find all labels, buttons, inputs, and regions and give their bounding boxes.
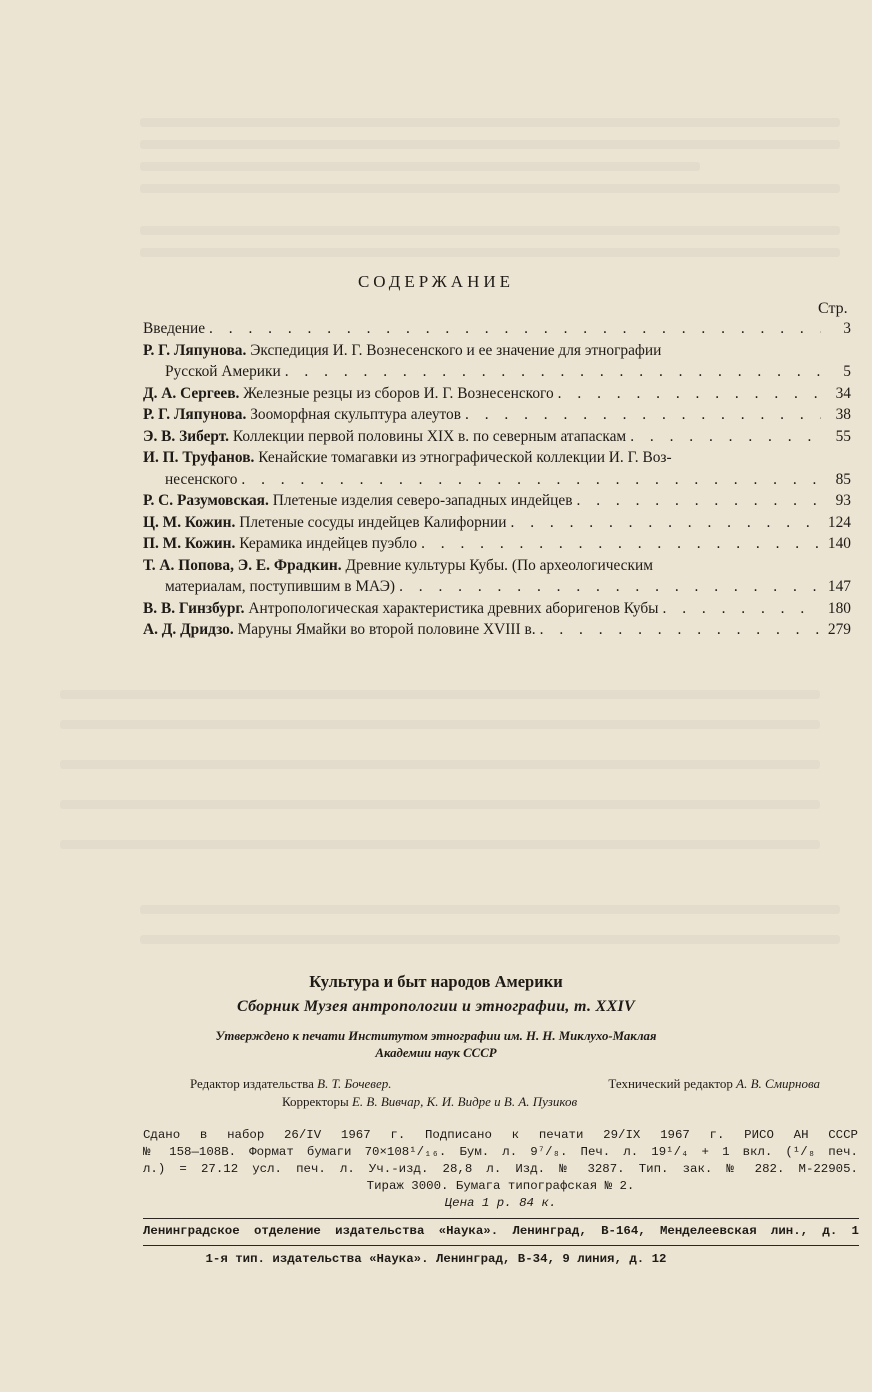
toc-entry-page: 34 <box>835 384 851 402</box>
toc-entry-title: Кенайские томагавки из этнографической коллекции И. Г. Воз- <box>258 449 672 466</box>
bleed-through-line <box>140 140 840 149</box>
toc-entry-title: Зооморфная скульптура алеутов <box>250 406 462 423</box>
toc-entry-introduction <box>143 318 851 340</box>
toc-entry-page: 3 <box>843 320 851 337</box>
toc-entry-page: 55 <box>835 427 851 445</box>
toc-entry-title: Древние культуры Кубы. (По археологическим <box>345 556 653 574</box>
toc-entry-author: А. Д. Дридзо. <box>143 621 234 638</box>
toc-entry-page: 180 <box>827 599 851 617</box>
toc-entry-page: 85 <box>835 470 851 488</box>
toc-entry <box>143 340 851 383</box>
editor-label: Редактор издательства <box>190 1076 314 1091</box>
bleed-through-line <box>140 905 840 914</box>
toc-entry-title: Введение <box>143 320 206 337</box>
toc-entry-title: Антропологическая характеристика древних аборигенов Кубы <box>248 599 659 617</box>
table-of-contents <box>143 318 851 641</box>
leader-dots <box>540 619 821 641</box>
toc-entry-page: 93 <box>835 492 851 509</box>
toc-entry-page: 124 <box>827 513 851 531</box>
imprint-line: л.) = 27.12 усл. печ. л. Уч.-изд. 28,8 л. Изд. № 3287. Тип. зак. № 282. М-22905. <box>143 1162 858 1176</box>
bleed-through-line <box>60 760 820 769</box>
toc-entry-page: 38 <box>835 406 851 423</box>
correctors-label: Корректоры <box>282 1094 349 1109</box>
toc-entry <box>143 598 851 620</box>
toc-entry-title: Плетеные изделия северо-западных индейцев <box>272 492 573 509</box>
bleed-through-line <box>140 248 840 257</box>
toc-entry-title: Керамика индейцев пуэбло <box>239 535 418 552</box>
divider <box>143 1218 859 1219</box>
imprint-line: № 158—108В. Формат бумаги 70×108¹/₁₆. Бум. л. 9⁷/₈. Печ. л. 19¹/₄ + 1 вкл. (¹/₈ печ. <box>143 1145 858 1159</box>
toc-entry <box>143 533 851 555</box>
bleed-through-line <box>140 118 840 127</box>
toc-entry <box>143 447 851 490</box>
toc-entry <box>143 619 851 641</box>
bleed-through-line <box>140 184 840 193</box>
leader-dots <box>399 576 821 598</box>
toc-entry <box>143 404 851 426</box>
toc-entry-title-continued: Русской Америки <box>165 363 281 380</box>
book-subtitle: Сборник Музея антропологии и этнографии, т. XXIV <box>237 998 635 1015</box>
toc-entry-author: Д. А. Сергеев. <box>143 384 240 402</box>
toc-entry-title-continued: материалам, поступившим в МАЭ) <box>165 578 396 595</box>
toc-entry-author: Р. С. Разумовская. <box>143 492 269 509</box>
leader-dots <box>465 404 821 426</box>
toc-entry <box>143 383 851 405</box>
correctors-names: Е. В. Вивчар, К. И. Видре и В. А. Пузиков <box>351 1094 578 1109</box>
bleed-through-line <box>60 690 820 699</box>
leader-dots <box>630 426 821 448</box>
toc-entry-author: Т. А. Попова, Э. Е. Фрадкин. <box>143 556 342 574</box>
toc-entry-author: В. В. Гинзбург. <box>143 599 245 617</box>
divider <box>143 1245 859 1246</box>
leader-dots <box>285 361 821 383</box>
toc-entry-author: Р. Г. Ляпунова. <box>143 406 247 423</box>
page-column-header: Стр. <box>818 300 848 317</box>
leader-dots <box>241 469 821 491</box>
tech-editor-label: Технический редактор <box>608 1076 733 1091</box>
toc-entry-author: Ц. М. Кожин. <box>143 513 236 531</box>
toc-entry <box>143 490 851 512</box>
editors-block <box>190 1075 820 1111</box>
toc-entry-title: Железные резцы из сборов И. Г. Вознесенского <box>243 384 554 402</box>
bleed-through-line <box>140 226 840 235</box>
editor-name: В. Т. Бочевер. <box>317 1076 392 1091</box>
toc-entry <box>143 426 851 448</box>
bleed-through-line <box>140 935 840 944</box>
book-title: Культура и быт народов Америки <box>309 972 563 991</box>
bleed-through-line <box>60 840 820 849</box>
bleed-through-line <box>60 800 820 809</box>
approval-line: Академии наук СССР <box>375 1046 497 1060</box>
approval-note <box>0 1028 872 1062</box>
bleed-through-line <box>60 720 820 729</box>
toc-entry-title: Коллекции первой половины XIX в. по северным атапаскам <box>232 427 627 445</box>
price: Цена 1 р. 84 к. <box>444 1196 557 1210</box>
toc-entry <box>143 555 851 598</box>
imprint-line: Тираж 3000. Бумага типографская № 2. <box>366 1179 635 1193</box>
approval-line: Утверждено к печати Институтом этнографии им. Н. Н. Миклухо-Маклая <box>215 1029 657 1043</box>
bleed-through-line <box>140 162 700 171</box>
leader-dots <box>421 533 821 555</box>
toc-entry-author: И. П. Труфанов. <box>143 449 255 466</box>
toc-entry-title: Плетеные сосуды индейцев Калифорнии <box>239 513 507 531</box>
imprint-block <box>143 1127 858 1212</box>
toc-entry-page: 5 <box>843 363 851 380</box>
imprint-line: Сдано в набор 26/IV 1967 г. Подписано к печати 29/IX 1967 г. РИСО АН СССР <box>143 1128 858 1142</box>
toc-entry-author: П. М. Кожин. <box>143 535 236 552</box>
leader-dots <box>577 490 821 512</box>
toc-entry-title: Маруны Ямайки во второй половине XVIII в. <box>237 621 536 638</box>
toc-entry-author: Э. В. Зиберт. <box>143 427 230 445</box>
leader-dots <box>663 598 822 620</box>
toc-entry-title-continued: несенского <box>165 470 238 488</box>
toc-entry-page: 147 <box>827 578 851 595</box>
leader-dots <box>209 318 821 340</box>
printer-line: 1-я тип. издательства «Наука». Ленинград, В-34, 9 линия, д. 12 <box>205 1252 667 1266</box>
toc-entry <box>143 512 851 534</box>
toc-title: СОДЕРЖАНИЕ <box>357 272 515 291</box>
toc-entry-author: Р. Г. Ляпунова. <box>143 341 247 359</box>
leader-dots <box>511 512 822 534</box>
toc-entry-page: 140 <box>827 535 851 552</box>
tech-editor-name: А. В. Смирнова <box>736 1076 820 1091</box>
toc-entry-page: 279 <box>827 621 851 638</box>
toc-entry-title: Экспедиция И. Г. Вознесенского и ее значение для этнографии <box>250 341 662 359</box>
publisher-line: Ленинградское отделение издательства «Наука». Ленинград, В-164, Менделеевская лин., д. 1 <box>143 1224 859 1238</box>
leader-dots <box>558 383 821 405</box>
